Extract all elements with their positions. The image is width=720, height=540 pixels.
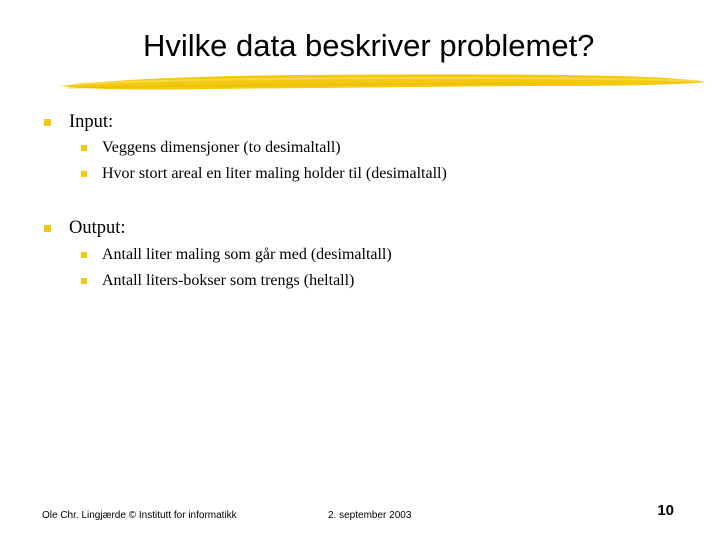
square-bullet-icon <box>81 145 87 151</box>
sub-bullet-output-1 <box>81 244 392 266</box>
title-brush-underline <box>58 70 710 94</box>
sub-bullet-text: Antall liter maling som går med (desimaltall) <box>102 246 392 263</box>
square-bullet-icon <box>81 171 87 177</box>
sub-bullet-input-1 <box>81 137 341 159</box>
footer-date: 2. september 2003 <box>328 510 412 521</box>
sub-bullet-text: Veggens dimensjoner (to desimaltall) <box>102 139 341 156</box>
bullet-output-label: Output: <box>69 217 126 238</box>
page-number: 10 <box>657 502 674 519</box>
slide-title: Hvilke data beskriver problemet? <box>143 28 595 63</box>
sub-bullet-text: Antall liters-bokser som trengs (heltall) <box>102 272 355 289</box>
square-bullet-icon <box>44 225 51 232</box>
footer-author: Ole Chr. Lingjærde © Institutt for informatikk <box>42 510 237 521</box>
sub-bullet-input-2 <box>81 163 447 185</box>
sub-bullet-text: Hvor stort areal en liter maling holder til (desimaltall) <box>102 165 447 182</box>
square-bullet-icon <box>44 119 51 126</box>
bullet-output <box>44 216 126 240</box>
bullet-input-label: Input: <box>69 111 114 132</box>
bullet-input <box>44 110 113 134</box>
square-bullet-icon <box>81 252 87 258</box>
square-bullet-icon <box>81 278 87 284</box>
sub-bullet-output-2 <box>81 270 354 292</box>
